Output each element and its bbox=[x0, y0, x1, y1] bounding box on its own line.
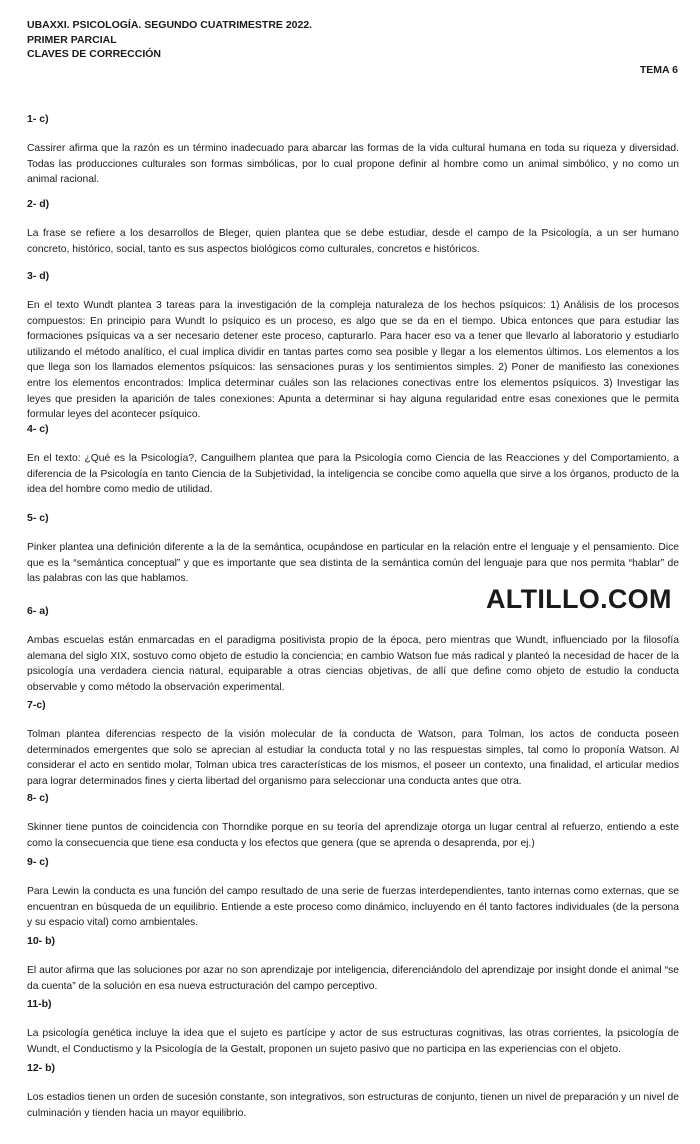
answer-text: Los estadios tienen un orden de sucesión constante, son integrativos, son estructuras de conjunto, tienen un nivel de preparación y un nivel de culminación y tienden hacia un mayor equilibrio. bbox=[27, 1092, 679, 1119]
answer-text: Cassirer afirma que la razón es un término inadecuado para abarcar las formas de la vida cultural humana en toda su riqueza y diversidad. Todas las producciones culturales son formas simbólicas, por lo cual propone definir al hombre como un animal simbólico, y no como un animal racional. bbox=[27, 143, 679, 186]
answer-text: Pinker plantea una definición diferente a la de la semántica, ocupándose en particular en la relación entre el lenguaje y el pensamiento. Dice que es la “semántica conceptual” y que es importante que sea distinta de la semántica común del lenguaje para que nos permita “hablar” de las palabras con las que hablamos. bbox=[27, 542, 679, 585]
answer-8 bbox=[27, 791, 679, 851]
header-institution: UBAXXI. PSICOLOGÍA. SEGUNDO CUATRIMESTRE 2022. bbox=[27, 19, 313, 31]
answer-label: 4- c) bbox=[27, 423, 49, 435]
answer-label: 8- c) bbox=[27, 792, 49, 804]
answer-label: 7-c) bbox=[27, 699, 46, 711]
answer-12 bbox=[27, 1061, 679, 1121]
answer-label: 6- a) bbox=[27, 605, 49, 617]
answer-9 bbox=[27, 855, 679, 931]
answer-text: La frase se refiere a los desarrollos de Bleger, quien plantea que se debe estudiar, desde el campo de la Psicología, a un ser humano concreto, histórico, social, tanto es sus aspectos biológicos como culturales, concretos e históricos. bbox=[27, 228, 679, 255]
answer-7 bbox=[27, 698, 679, 789]
answer-text: La psicología genética incluye la idea que el sujeto es partícipe y actor de sus estructuras cognitivas, las otras corrientes, la psicología de Wundt, el Conductismo y la Psicología de la Gestalt, proponen un sujeto pasivo que no participa en las experiencias con el objeto. bbox=[27, 1028, 679, 1055]
answer-label: 5- c) bbox=[27, 512, 49, 524]
answer-text: Tolman plantea diferencias respecto de la visión molecular de la conducta de Watson, para Tolman, los actos de conducta poseen determinados emergentes que solo se aprecian al estudiar la conducta total y no las respuestas simples, tal como lo proponía Watson. Al considerar el acto en sentido molar, Tolman ubica tres características de los mismos, el poseer un contexto, una finalidad, el articular medios para lograr determinados fines y cierta libertad del organismo para seleccionar una conducta antes que otra. bbox=[27, 729, 679, 787]
answer-label: 10- b) bbox=[27, 935, 56, 947]
answer-6 bbox=[27, 604, 679, 695]
answer-text: Ambas escuelas están enmarcadas en el paradigma positivista propio de la época, pero mientras que Wundt, influenciado por la filosofía alemana del siglo XIX, sostuvo como objeto de estudio la conciencia; en cambio Watson fue más radical y planteó la necesidad de hacer de la psicología una verdadera ciencia natural, equiparable a otras ciencias objetivas, de allí que define como objeto de estudio la conducta observable y como método la observación experimental. bbox=[27, 635, 679, 693]
answer-2 bbox=[27, 197, 679, 257]
answer-label: 9- c) bbox=[27, 856, 49, 868]
answer-text: Para Lewin la conducta es una función del campo resultado de una serie de fuerzas interdependientes, tanto internas como externas, que se encuentran en búsqueda de un equilibrio. Entiende a este proceso como dinámico, incluyendo en él tanto factores individuales (de la persona y su espacio vital) como ambientales. bbox=[27, 886, 679, 929]
document-header bbox=[27, 18, 312, 62]
answer-text: En el texto Wundt plantea 3 tareas para la investigación de la compleja naturaleza de los hechos psíquicos: 1) Análisis de los procesos compuestos: En principio para Wundt lo psíquico es un proceso, es algo que se da en el tiempo. Ubica entonces que para estudiar las formaciones psíquicas va a ser necesario detener este proceso, capturarlo. Para hacer eso va a tener que llevarlo al laboratorio y estudiarlo utilizando el método analítico, el cual implica dividir en tantas partes como sea posible y llegar a los elementos últimos. Los elementos a los que llega son los llamados elementos psíquicos: las sensaciones puras y los sentimientos simples. 2) Poner de manifiesto las conexiones entre los elementos encontrados: Implica determinar cuáles son las relaciones conectivas entre los elementos psíquicos. 3) Investigar las leyes que presiden la aparición de tales conexiones: Apunta a determinar si hay alguna regularidad entre esas conexiones que le permita formular leyes del acontecer psíquico. bbox=[27, 300, 679, 421]
answer-label: 3- d) bbox=[27, 270, 50, 282]
header-exam: PRIMER PARCIAL bbox=[27, 33, 117, 46]
answer-label: 12- b) bbox=[27, 1062, 56, 1074]
altillo-watermark: ALTILLO.COM bbox=[486, 584, 672, 614]
answer-10 bbox=[27, 934, 679, 994]
answer-label: 2- d) bbox=[27, 198, 50, 210]
answer-label: 1- c) bbox=[27, 113, 49, 125]
tema-label: TEMA 6 bbox=[639, 64, 678, 76]
answer-4 bbox=[27, 422, 679, 498]
answer-1 bbox=[27, 112, 679, 188]
header-keys: CLAVES DE CORRECCIÓN bbox=[27, 48, 161, 60]
answer-text: El autor afirma que las soluciones por azar no son aprendizaje por inteligencia, diferenciándolo del aprendizaje por insight donde el animal “se da cuenta” de la solución en esa nueva estructuración del campo perceptivo. bbox=[27, 965, 679, 992]
answer-label: 11-b) bbox=[27, 998, 52, 1010]
answer-text: En el texto: ¿Qué es la Psicología?, Canguilhem plantea que para la Psicología como Ciencia de las Reacciones y del Comportamiento, a diferencia de la Psicología en tanto Ciencia de la Subjetividad, la inteligencia se concibe como aquella que sirve a los órganos, producto de la idea del hombre como medio de utilidad. bbox=[27, 453, 679, 496]
answer-3 bbox=[27, 269, 679, 423]
answer-text: Skinner tiene puntos de coincidencia con Thorndike porque en su teoría del aprendizaje otorga un lugar central al refuerzo, entiendo a este como la consecuencia que tiene esa conducta y los efectos que genera (que se aprenda o desaprenda, por ej.) bbox=[27, 822, 679, 849]
answer-5 bbox=[27, 511, 679, 587]
answer-11 bbox=[27, 997, 679, 1057]
